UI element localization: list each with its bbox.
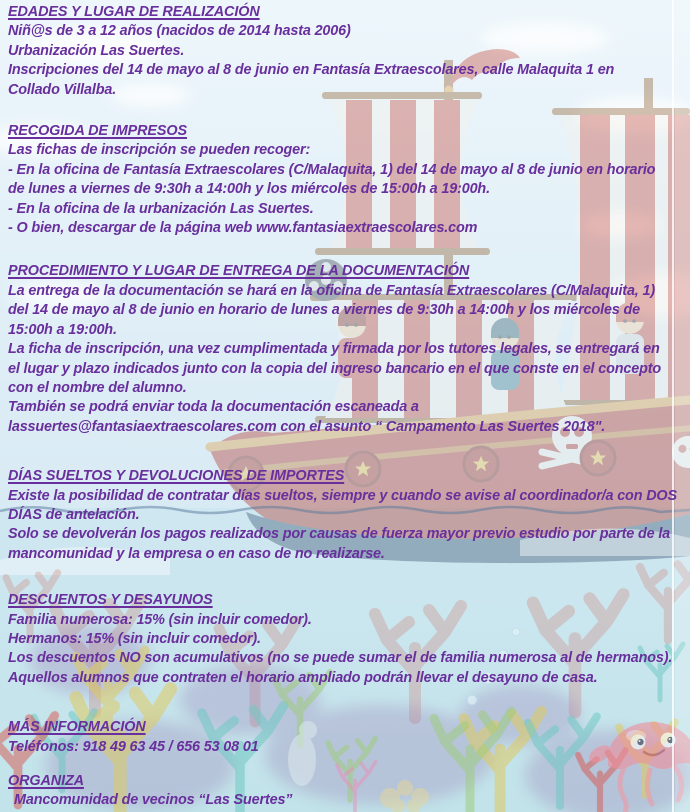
section-dias-sueltos xyxy=(8,467,690,564)
text-line: Aquellos alumnos que contraten el horario ampliado podrán llevar el desayuno de casa. xyxy=(8,669,598,686)
text-line: Solo se devolverán los pagos realizados por causas de fuerza mayor previo estudio por parte de la xyxy=(8,526,671,543)
section-title: DÍAS SUELTOS Y DEVOLUCIONES DE IMPORTES xyxy=(8,468,345,485)
text-line: Urbanización Las Suertes. xyxy=(8,42,185,59)
text-line: Existe la posibilidad de contratar días sueltos, siempre y cuando se avise al coordinador/a con DOS xyxy=(8,487,677,504)
text-line: 15:00h a 19:00h. xyxy=(8,321,117,338)
text-line: de lunes a viernes de 9:30h a 14:00h y los miércoles de 15:00h a 19:00h. xyxy=(8,181,490,198)
text-line: Niñ@s de 3 a 12 años (nacidos de 2014 hasta 2006) xyxy=(8,23,351,40)
text-line: Las fichas de inscripción se pueden recoger: xyxy=(8,142,311,159)
section-title: ORGANIZA xyxy=(8,773,84,789)
text-line: Hermanos: 15% (sin incluir comedor). xyxy=(8,630,261,647)
text-line: Inscripciones del 14 de mayo al 8 de junio en Fantasía Extraescolares, calle Malaquita 1 en xyxy=(8,62,615,79)
text-line: Collado Villalba. xyxy=(8,81,117,98)
text-line: La ficha de inscripción, una vez cumplimentada y firmada por los tutores legales, se entregará en xyxy=(8,341,660,358)
text-line: - O bien, descargar de la página web www.fantasiaextraescolares.com xyxy=(8,220,478,237)
text-line: Mancomunidad de vecinos “Las Suertes” xyxy=(14,792,293,809)
text-line: También se podrá enviar toda la documentación escaneada a xyxy=(8,399,419,416)
text-line: lassuertes@fantasiaextraescolares.com con el asunto “ Campamento Las Suertes 2018". xyxy=(8,418,606,435)
section-title: MÁS INFORMACIÓN xyxy=(8,719,146,736)
text-line: con el nombre del alumno. xyxy=(8,379,187,396)
text-line: del 14 de mayo al 8 de junio en horario de lunes a viernes de 9:30h a 14:00h y los miércoles de xyxy=(8,302,640,319)
section-title: PROCEDIMIENTO Y LUGAR DE ENTREGA DE LA DOCUMENTACIÓN xyxy=(8,263,470,280)
section-title: DESCUENTOS Y DESAYUNOS xyxy=(8,592,213,609)
section-procedimiento-entrega xyxy=(8,262,690,437)
text-line: - En la oficina de la urbanización Las Suertes. xyxy=(8,200,314,217)
section-descuentos-desayunos xyxy=(8,591,690,688)
section-title: RECOGIDA DE IMPRESOS xyxy=(8,123,187,140)
section-mas-informacion xyxy=(8,718,690,757)
section-recogida-impresos xyxy=(8,122,690,238)
text-line: - En la oficina de Fantasía Extraescolares (C/Malaquita, 1) del 14 de mayo al 8 de junio en horario xyxy=(8,161,656,178)
section-title: EDADES Y LUGAR DE REALIZACIÓN xyxy=(8,4,260,20)
section-edades xyxy=(8,3,690,100)
text-line: mancomunidad y la empresa o en caso de no realizarse. xyxy=(8,545,385,562)
text-line: La entrega de la documentación se hará en la oficina de Fantasía Extraescolares (C/Malaquita, 1) xyxy=(8,282,655,299)
text-line: Familia numerosa: 15% (sin incluir comedor). xyxy=(8,611,312,628)
text-line: Teléfonos: 918 49 63 45 / 656 53 08 01 xyxy=(8,738,259,755)
text-line: Los descuentos NO son acumulativos (no se puede sumar el de familia numerosa al de hermanos). xyxy=(8,650,673,667)
section-organiza xyxy=(8,772,690,811)
text-line: DÍAS de antelación. xyxy=(8,506,140,523)
text-line: el lugar y plazo indicados junto con la copia del ingreso bancario en el que conste en el concepto xyxy=(8,360,662,377)
